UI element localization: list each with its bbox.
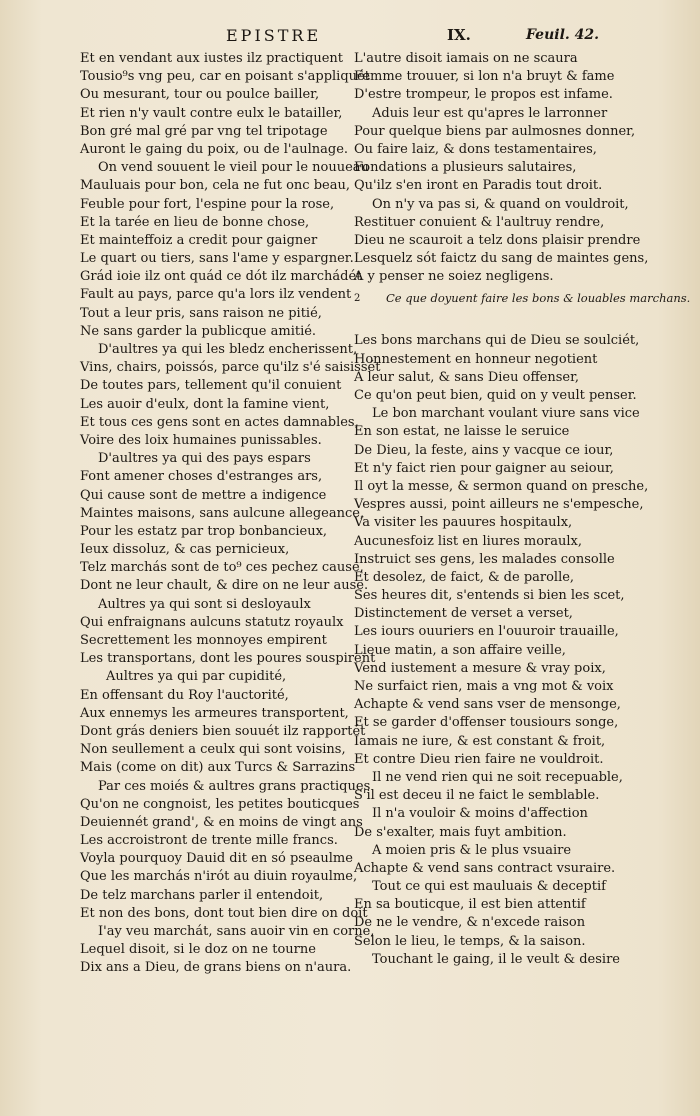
verse-line: De s'exalter, mais fuyt ambition. [354, 824, 567, 840]
verse-line: Ieux dissoluz, & cas pernicieux, [80, 542, 290, 558]
verse-line: Il ne vend rien qui ne soit recepuable, [372, 769, 623, 785]
verse-line: Tousio⁹s vng peu, car en poisant s'appliquét [80, 69, 370, 85]
verse-line: Vins, chairs, poissós, parce qu'ilz s'é saisissét [80, 360, 381, 376]
verse-line: Mais (come on dit) aux Turcs & Sarrazins [80, 760, 356, 776]
verse-line: Grád ioie ilz ont quád ce dót ilz marchádét [80, 269, 362, 285]
verse-line: De Dieu, la feste, ains y vacque ce iour, [354, 442, 614, 458]
verse-line: Et rien n'y vault contre eulx le batailler, [80, 105, 343, 121]
right-column [354, 50, 691, 969]
verse-line: De telz marchans parler il entendoit, [80, 887, 324, 903]
verse-line: Femme trouuer, si lon n'a bruyt & fame [354, 69, 615, 85]
verse-line: Ses heures dit, s'entends si bien les scet, [354, 588, 625, 604]
verse-line: Et la tarée en lieu de bonne chose, [80, 214, 310, 230]
verse-line: Le quart ou tiers, sans l'ame y espargner. [80, 251, 354, 267]
verse-line: Deuiennét grand', & en moins de vingt ans [80, 814, 363, 830]
verse-line: Et contre Dieu rien faire ne vouldroit. [354, 751, 604, 767]
verse-line: Achapte & vend sans contract vsuraire. [354, 860, 616, 876]
verse-line: Ou mesurant, tour ou poulce bailler, [80, 87, 320, 103]
verse-line: Honnestement en honneur negotient [354, 351, 598, 367]
verse-line: Iamais ne iure, & est constant & froit, [354, 733, 606, 749]
verse-line: Et n'y faict rien pour gaigner au seiour, [354, 460, 614, 476]
verse-line: D'estre trompeur, le propos est infame. [354, 87, 613, 103]
verse-line: Les transportans, dont les poures souspirent [80, 651, 376, 667]
verse-line: Non seullement a ceulx qui sont voisins, [80, 742, 346, 758]
rubric-marker: 2 [354, 293, 361, 305]
chapter-number: IX. [447, 26, 471, 44]
verse-line: En son estat, ne laisse le seruice [354, 424, 570, 440]
verse-line: Il oyt la messe, & sermon quand on presche, [354, 478, 649, 494]
right-column-bottom-verses [354, 332, 649, 969]
verse-line: Distinctement de verset a verset, [354, 606, 573, 622]
verse-line: Feuble pour fort, l'espine pour la rose, [80, 196, 335, 212]
verse-line: Secrettement les monnoyes empirent [80, 633, 327, 648]
verse-line: Voyla pourquoy Dauid dit en só pseaulme [80, 851, 353, 867]
verse-line: Lieue matin, a son affaire veille, [354, 642, 566, 658]
verse-line: Et non des bons, dont tout bien dire on doit [80, 905, 368, 921]
verse-line: L'autre disoit iamais on ne scaura [354, 51, 578, 66]
verse-line: Va visiter les pauures hospitaulx, [354, 515, 573, 531]
verse-line: Aduis leur est qu'apres le larronner [372, 105, 608, 121]
verse-line: Restituer conuient & l'aultruy rendre, [354, 214, 605, 230]
verse-line: On vend souuent le vieil pour le nouueau [98, 160, 369, 176]
verse-line: Ne sans garder la publicque amitié. [80, 323, 317, 339]
verse-line: En sa bouticque, il est bien attentif [354, 897, 586, 913]
verse-line: Que les marchás n'irót au diuin royaulme, [80, 869, 358, 885]
verse-line: I'ay veu marchát, sans auoir vin en corne, [98, 924, 375, 939]
verse-line: D'aultres ya qui des pays espars [98, 451, 311, 467]
verse-line: Instruict ses gens, les malades consolle [354, 551, 615, 567]
verse-line: Font amener choses d'estranges ars, [80, 469, 323, 485]
verse-line: Et tous ces gens sont en actes damnables, [80, 414, 359, 430]
verse-line: Aux ennemys les armeures transportent, [80, 705, 349, 721]
running-title: EPISTRE [226, 26, 322, 45]
verse-line: Fondations a plusieurs salutaires, [354, 160, 577, 176]
verse-line: Il n'a vouloir & moins d'affection [372, 806, 588, 822]
verse-line: Vespres aussi, point ailleurs ne s'empesche, [354, 497, 644, 513]
verse-line: Ou faire laiz, & dons testamentaires, [354, 141, 597, 157]
verse-line: Aultres ya qui sont si desloyaulx [98, 596, 311, 612]
verse-line: Le bon marchant voulant viure sans vice [372, 406, 640, 422]
verse-line: Voire des loix humaines punissables. [80, 432, 322, 448]
verse-line: Qu'ilz s'en iront en Paradis tout droit. [354, 178, 603, 194]
verse-line: Les bons marchans qui de Dieu se soulciét, [354, 333, 640, 349]
verse-line: Tout ce qui est mauluais & deceptif [372, 879, 606, 895]
verse-line: Les accroistront de trente mille francs. [80, 833, 338, 849]
verse-line: Pour les estatz par trop bonbancieux, [80, 523, 328, 539]
verse-line: Dix ans a Dieu, de grans biens on n'aura. [80, 960, 352, 976]
verse-line: Fault au pays, parce qu'a lors ilz vendent [80, 287, 352, 303]
verse-line: Par ces moiés & aultres grans practiques [98, 778, 371, 794]
verse-line: Ce qu'on peut bien, quid on y veult penser. [354, 388, 637, 403]
verse-line: Les iours ouuriers en l'ouuroir trauaille, [354, 624, 619, 640]
rubric-heading: Ce que doyuent faire les bons & louables marchans. [386, 291, 691, 306]
verse-line: Et desolez, de faict, & de parolle, [354, 569, 575, 585]
verse-line: Dont grás deniers bien souuét ilz rapportét [80, 723, 366, 739]
verse-line: Qu'on ne congnoist, les petites bouticques [80, 796, 360, 812]
verse-line: Tout a leur pris, sans raison ne pitié, [80, 305, 322, 321]
verse-line: D'aultres ya qui les bledz encherissent, [98, 342, 358, 357]
section-rubric [354, 290, 691, 326]
verse-line: Aucunesfoiz list en liures moraulx, [354, 533, 582, 549]
verse-line: Dont ne leur chault, & dire on ne leur ause. [80, 578, 369, 594]
verse-line: Mauluais pour bon, cela ne fut onc beau, [80, 178, 350, 194]
verse-line: Selon le lieu, le temps, & la saison. [354, 933, 586, 949]
verse-line: Auront le gaing du poix, ou de l'aulnage. [80, 141, 349, 157]
page-header [0, 26, 700, 48]
verse-line: Ne surfaict rien, mais a vng mot & voix [354, 679, 614, 694]
verse-line: A y penser ne soiez negligens. [354, 269, 554, 285]
verse-line: Dieu ne scauroit a telz dons plaisir prendre [354, 232, 641, 248]
verse-line: Qui enfraignans aulcuns statutz royaulx [80, 614, 344, 630]
right-column-top-verses [354, 50, 649, 286]
verse-line: Achapte & vend sans vser de mensonge, [354, 697, 621, 713]
verse-line: Lesquelz sót faictz du sang de maintes gens, [354, 251, 649, 267]
verse-line: Touchant le gaing, il le veult & desire [372, 951, 620, 967]
verse-line: Et en vendant aux iustes ilz practiquent [80, 51, 343, 66]
verse-line: Vend iustement a mesure & vray poix, [354, 660, 606, 676]
verse-line: A moien pris & le plus vsuaire [372, 842, 572, 858]
verse-line: Telz marchás sont de to⁹ ces pechez cause, [80, 560, 364, 576]
folio-number: Feuil. 42. [526, 27, 600, 43]
verse-line: De toutes pars, tellement qu'il conuient [80, 378, 342, 394]
verse-line: Lequel disoit, si le doz on ne tourne [80, 942, 316, 958]
verse-line: Et mainteffoiz a credit pour gaigner [80, 232, 318, 248]
verse-line: A leur salut, & sans Dieu offenser, [354, 369, 580, 385]
verse-line: Pour quelque biens par aulmosnes donner, [354, 123, 636, 139]
left-column [80, 50, 381, 978]
verse-line: De ne le vendre, & n'excede raison [354, 915, 586, 931]
verse-line: Les auoir d'eulx, dont la famine vient, [80, 396, 330, 412]
verse-line: Qui cause sont de mettre a indigence [80, 487, 327, 503]
verse-line: Maintes maisons, sans aulcune allegeance, [80, 505, 365, 521]
verse-line: Bon gré mal gré par vng tel tripotage [80, 123, 328, 139]
verse-line: Et se garder d'offenser tousiours songe, [354, 715, 619, 731]
verse-line: S'il est deceu il ne faict le semblable. [354, 788, 600, 804]
verse-line: Aultres ya qui par cupidité, [106, 669, 287, 685]
verse-line: En offensant du Roy l'auctorité, [80, 687, 289, 703]
verse-line: On n'y va pas si, & quand on vouldroit, [372, 196, 629, 212]
